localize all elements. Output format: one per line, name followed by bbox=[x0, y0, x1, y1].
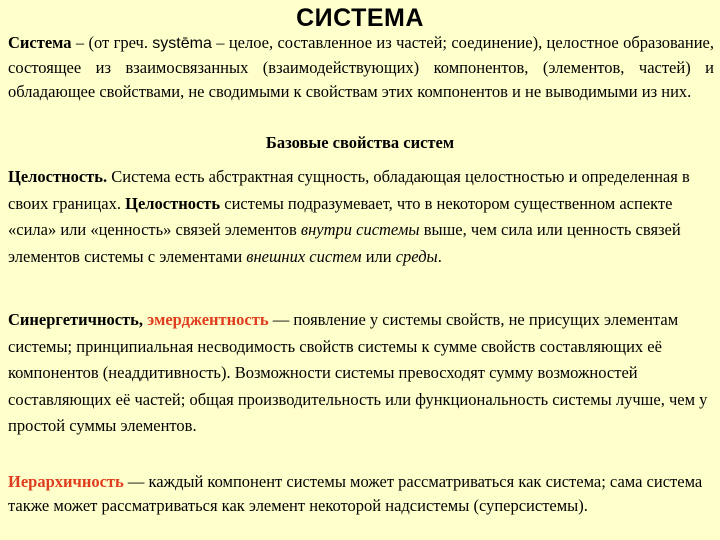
hierarchy-paragraph bbox=[8, 470, 714, 518]
integrity-italic-environment: среды bbox=[395, 246, 438, 266]
integrity-text-2: системы подразумевает, что в некотором существенном аспекте «сила» или «ценность» связей элементов bbox=[8, 193, 673, 239]
synergy-text: — появление у системы свойств, не присущих элементам системы; принципиальная несводимость свойств системы к сумме свойств составляющих её компонентов (неаддитивность). Возможности системы превосходят сумму возможностей составляющих её частей; общая производительность или функциональность системы лучше, чем у простой суммы элементов. bbox=[8, 310, 708, 435]
integrity-italic-inside: внутри системы bbox=[300, 220, 420, 239]
definition-text: – целое, составленное из частей; соединение), целостное образование, состоящее из взаимосвязанных (взаимодействующих) компонентов, (элементов, частей) и обладающее свойствами, не сводимыми к свойствам этих компонентов и не выводимыми из них. bbox=[8, 33, 714, 101]
synergy-comma: , bbox=[138, 310, 148, 329]
integrity-text-3: выше, чем сила или ценность связей элементов системы с элементами bbox=[8, 220, 681, 266]
synergy-paragraph bbox=[8, 307, 714, 440]
section-subtitle: Базовые свойства систем bbox=[265, 133, 455, 152]
definition-term: Система bbox=[8, 33, 72, 52]
definition-paragraph bbox=[8, 31, 714, 104]
integrity-term: Целостность. bbox=[8, 167, 108, 186]
integrity-term-2: Целостность bbox=[125, 193, 221, 213]
synergy-term: Синергетичность bbox=[8, 310, 139, 329]
integrity-text-5: . bbox=[437, 246, 442, 266]
hierarchy-text: — каждый компонент системы может рассматриваться как система; сама система также может рассматриваться как элемент некоторой надсистемы (суперсистемы). bbox=[8, 472, 703, 515]
integrity-italic-external: внешних систем bbox=[246, 246, 362, 266]
integrity-paragraph bbox=[8, 164, 714, 270]
integrity-text-1: Система есть абстрактная сущность, обладающая целостностью и определенная в своих границах. bbox=[8, 167, 690, 213]
hierarchy-term: Иерархичность bbox=[8, 472, 124, 491]
integrity-text-4: или bbox=[361, 246, 396, 266]
definition-from: – (от греч. bbox=[71, 33, 153, 52]
definition-greek-word: systēma bbox=[152, 35, 212, 52]
emergence-term: эмерджентность bbox=[147, 310, 269, 329]
page-title: СИСТЕМА bbox=[296, 4, 424, 32]
